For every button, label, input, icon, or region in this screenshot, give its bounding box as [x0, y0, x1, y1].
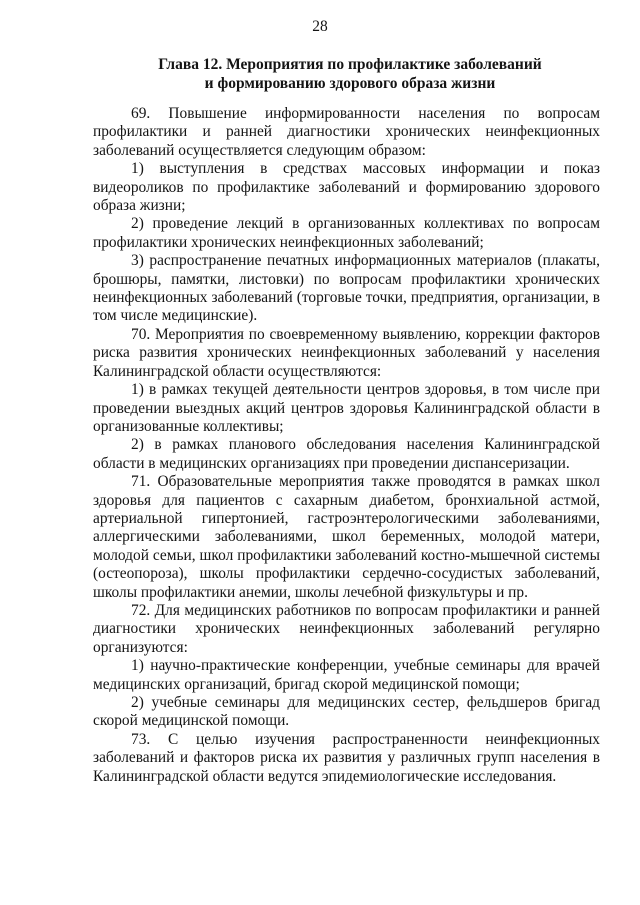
page-number: 28 — [312, 18, 328, 35]
chapter-heading-line-2: и формированию здорового образа жизни — [204, 75, 496, 92]
paragraph-69-item-2: 2) проведение лекций в организованных коллективах по вопросам профилактики хронических неинфекционных заболеваний; — [93, 215, 600, 251]
paragraph-72: 72. Для медицинских работников по вопросам профилактики и ранней диагностики хронических неинфекционных заболеваний регулярно организуются: — [93, 601, 600, 656]
paragraph-71: 71. Образовательные мероприятия также проводятся в рамках школ здоровья для пациентов с сахарным диабетом, бронхиальной астмой, артериальной гипертонией, гастроэнтерологическими заболеваниями, аллергическими заболеваниями, школ беременных, молодой матери, молодой семьи, школ профилактики заболеваний костно-мышечной системы (остеопороза), школы профилактики сердечно-сосудистых заболеваний, школы профилактики анемии, школы лечебной физкультуры и пр. — [93, 473, 600, 601]
paragraph-69: 69. Повышение информированности населения по вопросам профилактики и ранней диагностики хронических неинфекционных заболеваний осуществляется следующим образом: — [93, 105, 600, 159]
paragraph-69-item-1: 1) выступления в средствах массовых информации и показ видеороликов по профилактике заболеваний и формированию здорового образа жизни; — [93, 160, 600, 215]
paragraph-73: 73. С целью изучения распространенности неинфекционных заболеваний и факторов риска их развития у различных групп населения в Калининградской области ведутся эпидемиологические исследования. — [93, 730, 600, 785]
paragraph-72-item-1: 1) научно-практические конференции, учебные семинары для врачей медицинских организаций, бригад скорой медицинской помощи; — [93, 657, 600, 693]
paragraph-70-item-1: 1) в рамках текущей деятельности центров здоровья, в том числе при проведении выездных акций центров здоровья Калининградской области в организованные коллективы; — [93, 381, 600, 435]
document-body — [93, 105, 600, 786]
paragraph-72-item-2: 2) учебные семинары для медицинских сестер, фельдшеров бригад скорой медицинской помощи. — [93, 694, 600, 730]
chapter-heading — [100, 55, 600, 93]
paragraph-70: 70. Мероприятия по своевременному выявлению, коррекции факторов риска развития хронических неинфекционных заболеваний у населения Калининградской области осуществляются: — [93, 325, 600, 380]
paragraph-69-item-3: 3) распространение печатных информационных материалов (плакаты, брошюры, памятки, листовки) по вопросам профилактики хронических неинфекционных заболеваний (торговые точки, предприятия, организации, в том числе медицинские). — [93, 252, 600, 325]
chapter-heading-line-1: Глава 12. Мероприятия по профилактике заболеваний — [158, 56, 542, 73]
paragraph-70-item-2: 2) в рамках планового обследования населения Калининградской области в медицинских организациях при проведении диспансеризации. — [93, 436, 600, 472]
